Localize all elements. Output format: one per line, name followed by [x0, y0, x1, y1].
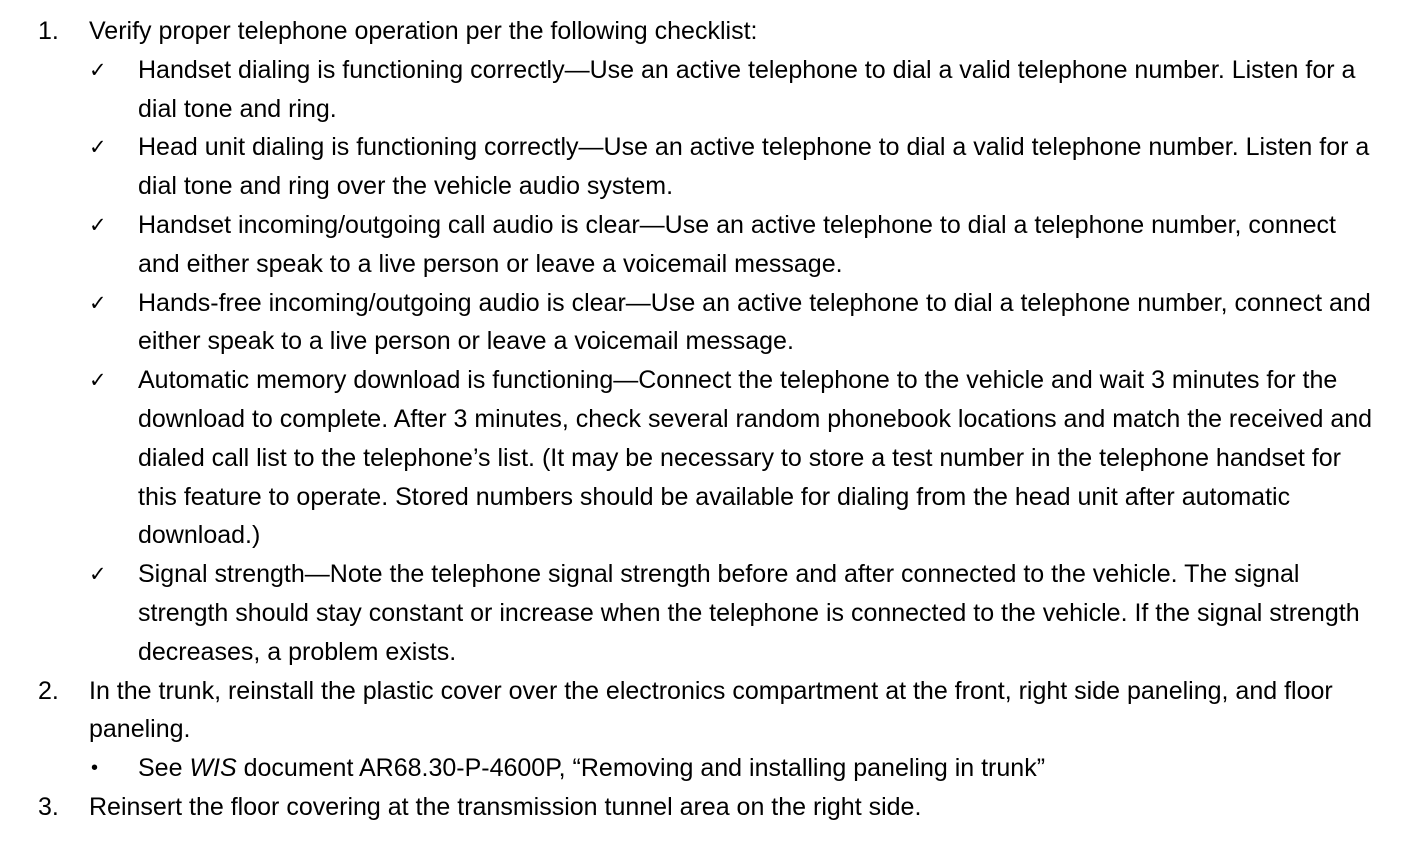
- step-text: Verify proper telephone operation per the following checklist:: [89, 17, 758, 45]
- document-body: [0, 12, 1408, 827]
- step-text: Reinsert the floor covering at the transmission tunnel area on the right side.: [89, 792, 922, 821]
- bullet-icon: •: [91, 757, 99, 780]
- checklist-item-memory-download: [0, 361, 1408, 555]
- wis-emphasis: WIS: [189, 754, 237, 783]
- checklist-item-text: Handset incoming/outgoing call audio is clear—Use an active telephone to dial a telephone number, connect and either speak to a live person or leave a voicemail message.: [138, 210, 1336, 278]
- checklist-item-text: Signal strength—Note the telephone signal strength before and after connected to the vehicle. The signal strength should stay constant or increase when the telephone is connected to the vehicle. If the signal strength decreases, a problem exists.: [138, 560, 1360, 666]
- step-text: In the trunk, reinstall the plastic cover over the electronics compartment at the front, right side paneling, and floor paneling.: [89, 676, 1333, 744]
- checklist-item-text: Handset dialing is functioning correctly—Use an active telephone to dial a valid telephone number. Listen for a dial tone and ring.: [138, 55, 1356, 123]
- step-2: [0, 672, 1408, 750]
- check-icon: ✓: [89, 57, 107, 82]
- step-1: [0, 12, 1408, 51]
- step-number: 2.: [38, 676, 59, 705]
- bullet-item-wis-reference: [0, 749, 1408, 788]
- check-icon: ✓: [89, 212, 107, 237]
- check-icon: ✓: [89, 562, 107, 587]
- check-icon: ✓: [89, 135, 107, 160]
- checklist-item-handset-audio: [0, 206, 1408, 284]
- step-number: 3.: [38, 792, 59, 821]
- checklist-item-text: Head unit dialing is functioning correctly—Use an active telephone to dial a valid telephone number. Listen for a dial tone and ring over the vehicle audio system.: [138, 133, 1370, 201]
- step-3: [0, 788, 1408, 827]
- bullet-prefix: See: [138, 754, 190, 783]
- bullet-suffix: document AR68.30-P-4600P, “Removing and installing paneling in trunk”: [236, 754, 1046, 783]
- checklist-item-signal-strength: [0, 555, 1408, 671]
- checklist-item-head-unit-dialing: [0, 128, 1408, 206]
- step-number: 1.: [38, 17, 59, 45]
- checklist-item-text: Automatic memory download is functioning—Connect the telephone to the vehicle and wait 3 minutes for the download to complete. After 3 minutes, check several random phonebook locations and match the received and dialed call list to the telephone’s list. (It may be necessary to store a test number in the telephone handset for this feature to operate. Stored numbers should be available for dialing from the head unit after automatic download.): [138, 366, 1373, 550]
- checklist-item-hands-free-audio: [0, 284, 1408, 362]
- checklist-item-handset-dialing: [0, 51, 1408, 129]
- check-icon: ✓: [89, 290, 107, 315]
- checklist-item-text: Hands-free incoming/outgoing audio is clear—Use an active telephone to dial a telephone number, connect and either speak to a live person or leave a voicemail message.: [138, 288, 1371, 356]
- check-icon: ✓: [89, 368, 107, 393]
